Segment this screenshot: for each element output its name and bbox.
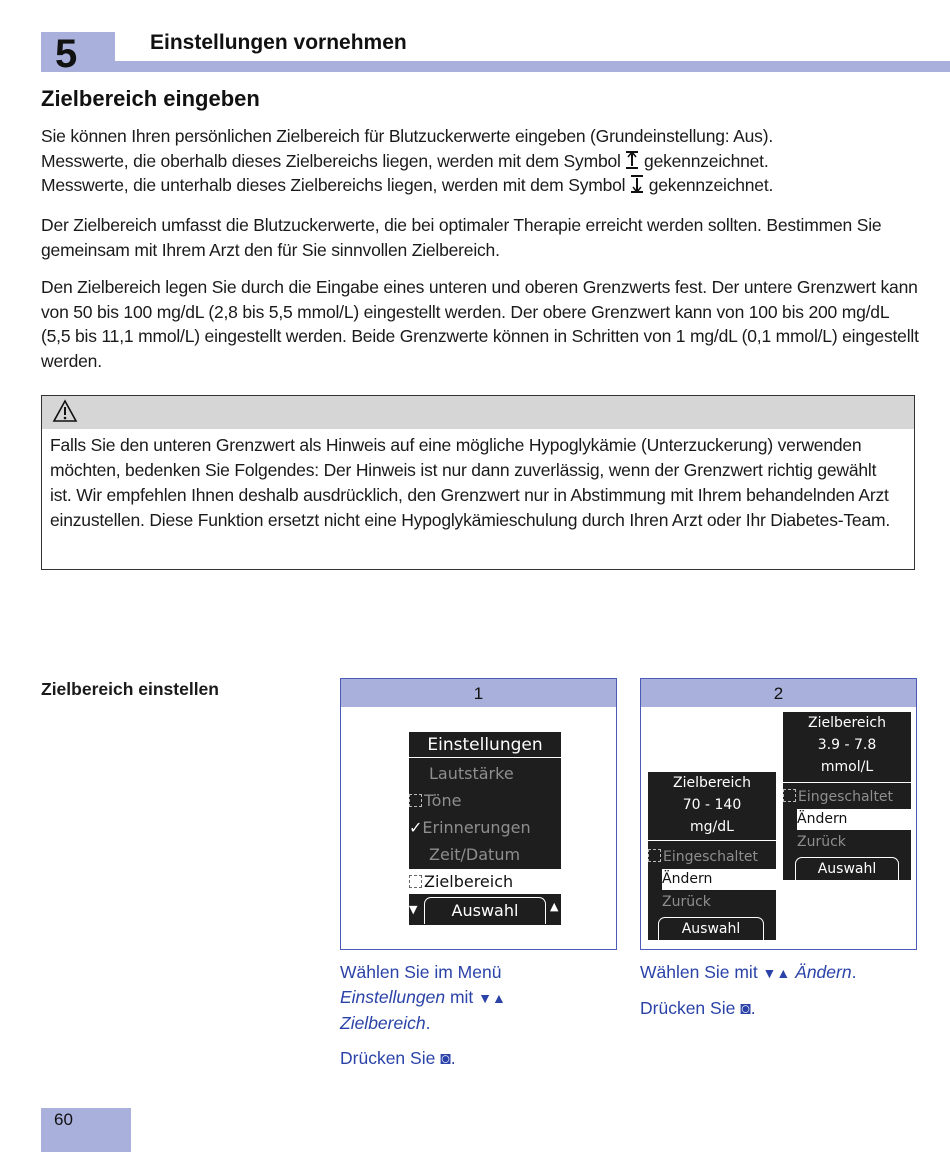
- screen-unit: mmol/L: [820, 759, 874, 775]
- step-1-line-3: [340, 1011, 610, 1036]
- menu-item-change: Ändern: [797, 809, 911, 830]
- screen-title: Einstellungen: [427, 735, 543, 755]
- step-2-screen-mmol: [783, 712, 911, 880]
- chapter-bar: [115, 61, 950, 72]
- menu-item-target-range-label: Zielbereich: [424, 872, 514, 891]
- chapter-title: Einstellungen vornehmen: [150, 31, 407, 54]
- checkbox-icon: [648, 849, 661, 862]
- menu-item-enabled: [648, 849, 776, 865]
- menu-item-back: Zurück: [797, 834, 846, 850]
- warning-icon: [52, 399, 78, 423]
- select-button: Auswahl: [658, 917, 764, 940]
- screen-range: 70 - 140: [682, 797, 742, 813]
- intro-line-3-end: gekennzeichnet.: [644, 175, 774, 195]
- menu-item-reminders: [409, 818, 561, 837]
- menu-item-tones: [409, 791, 561, 810]
- screen-unit: mg/dL: [690, 819, 734, 835]
- select-button: Auswahl: [424, 897, 546, 924]
- step-1-line-4: [340, 1046, 610, 1071]
- below-range-icon: [630, 174, 644, 194]
- screen-divider: [648, 840, 776, 841]
- menu-name: Einstellungen: [340, 987, 446, 1007]
- step-2-press-end: .: [750, 998, 756, 1018]
- menu-item-name: Ändern: [795, 962, 852, 982]
- down-up-arrows-icon: ▼▲: [762, 965, 791, 981]
- step-2-press-text: Drücken Sie: [640, 998, 741, 1018]
- down-up-arrows-icon: ▼▲: [478, 990, 506, 1006]
- menu-item-change: Ändern: [662, 869, 776, 890]
- section-title: Zielbereich eingeben: [41, 86, 260, 111]
- step-1-press-end: .: [450, 1048, 456, 1068]
- above-range-icon: [625, 150, 639, 170]
- step-2-line-1-end: .: [851, 962, 857, 982]
- step-2-line-1-text: Wählen Sie mit: [640, 962, 763, 982]
- menu-item-back: Zurück: [662, 894, 711, 910]
- warning-header: [42, 396, 914, 429]
- scroll-down-icon: ▼: [409, 903, 418, 916]
- step-1-line-2-text: mit: [445, 987, 479, 1007]
- menu-item-enabled-label: Eingeschaltet: [663, 849, 759, 865]
- screen-range: 3.9 - 7.8: [817, 737, 877, 753]
- intro-line-3: [41, 173, 921, 198]
- intro-line-2-text: Messwerte, die oberhalb dieses Zielbereichs liegen, werden mit dem Symbol: [41, 150, 626, 171]
- intro-line-1: Sie können Ihren persönlichen Zielbereich für Blutzuckerwerte eingeben (Grundeinstellung: Aus).: [41, 126, 773, 146]
- range-paragraph: Der Zielbereich umfasst die Blutzuckerwerte, die bei optimaler Therapie erreicht werden sollten. Bestimmen Sie gemeinsam mit Ihrem Arzt den für Sie sinnvollen Zielbereich.: [41, 215, 882, 260]
- step-1-press-text: Drücken Sie: [340, 1048, 441, 1068]
- limits-paragraph: Den Zielbereich legen Sie durch die Eingabe eines unteren und oberen Grenzwerts fest. Der untere Grenzwert kann von 50 bis 100 mg/dL (2,8 bis 5,5 mmol/L) eingestellt werden. Der obere Grenzwert kann von 100 bis 200 mg/dL (5,5 bis 11,1 mmol/L) eingestellt werden. Beide Grenzwerte können in Schritten von 1 mg/dL (0,1 mmol/L) eingestellt werden.: [41, 277, 919, 371]
- checkbox-icon: [409, 794, 422, 807]
- step-1-instructions: [340, 960, 610, 1071]
- chapter-number: 5: [41, 32, 115, 72]
- ok-button-icon: ◙: [740, 998, 751, 1018]
- step-1-line-1: Wählen Sie im Menü: [340, 962, 502, 982]
- intro-line-2: [41, 149, 921, 174]
- warning-box: [41, 395, 915, 570]
- ok-button-icon: ◙: [440, 1048, 451, 1068]
- select-button: Auswahl: [795, 857, 899, 880]
- intro-paragraph: [41, 124, 921, 198]
- menu-item-enabled-label: Eingeschaltet: [798, 789, 894, 805]
- menu-item-tones-label: Töne: [424, 791, 462, 810]
- step-2-line-1: [640, 960, 930, 986]
- checkbox-icon: [409, 875, 422, 888]
- warning-text: Falls Sie den unteren Grenzwert als Hinweis auf eine mögliche Hypoglykämie (Unterzuckerung) verwenden möchten, bedenken Sie Folgendes: Der Hinweis ist nur dann zuverlässig, wenn der Grenzwert richtig gewählt ist. Wir empfehlen Ihnen deshalb ausdrücklich, den Grenzwert nur in Abstimmung mit Ihrem behandelnden Arzt einzustellen. Diese Funktion ersetzt nicht eine Hypoglykämieschulung durch Ihren Arzt oder Ihr Diabetes-Team.: [50, 435, 891, 530]
- step-2-instructions: [640, 960, 930, 1021]
- menu-item-volume: Lautstärke: [429, 764, 514, 783]
- page-number: 60: [54, 1110, 73, 1129]
- screen-title: Zielbereich: [807, 715, 886, 731]
- menu-item-name: Zielbereich: [340, 1013, 426, 1033]
- step-2-screen-mgdl: [648, 772, 776, 940]
- intro-line-2-end: gekennzeichnet.: [639, 150, 769, 171]
- step-2-line-2: [640, 996, 930, 1021]
- intro-line-3-text: Messwerte, die unterhalb dieses Zielbereichs liegen, werden mit dem Symbol: [41, 175, 631, 195]
- step-1-screen: [409, 732, 561, 925]
- step-2-number: 2: [641, 679, 916, 707]
- menu-item-reminders-label: Erinnerungen: [422, 818, 531, 837]
- step-2-panel: [640, 678, 917, 950]
- step-1-number: 1: [341, 679, 616, 707]
- screen-title: Zielbereich: [672, 775, 751, 791]
- step-1-line-3-end: .: [425, 1013, 431, 1033]
- checkmark-icon: ✓: [409, 818, 423, 837]
- screen-divider: [409, 757, 561, 758]
- step-1-line-2: [340, 985, 610, 1011]
- menu-item-target-range: [409, 869, 561, 894]
- menu-item-enabled: [783, 789, 911, 805]
- checkbox-icon: [783, 789, 796, 802]
- step-1-panel: [340, 678, 617, 950]
- scroll-up-icon: ▲: [550, 900, 559, 913]
- subsection-title: Zielbereich einstellen: [41, 679, 219, 699]
- menu-item-time-date: Zeit/Datum: [429, 845, 521, 864]
- screen-divider: [783, 782, 911, 783]
